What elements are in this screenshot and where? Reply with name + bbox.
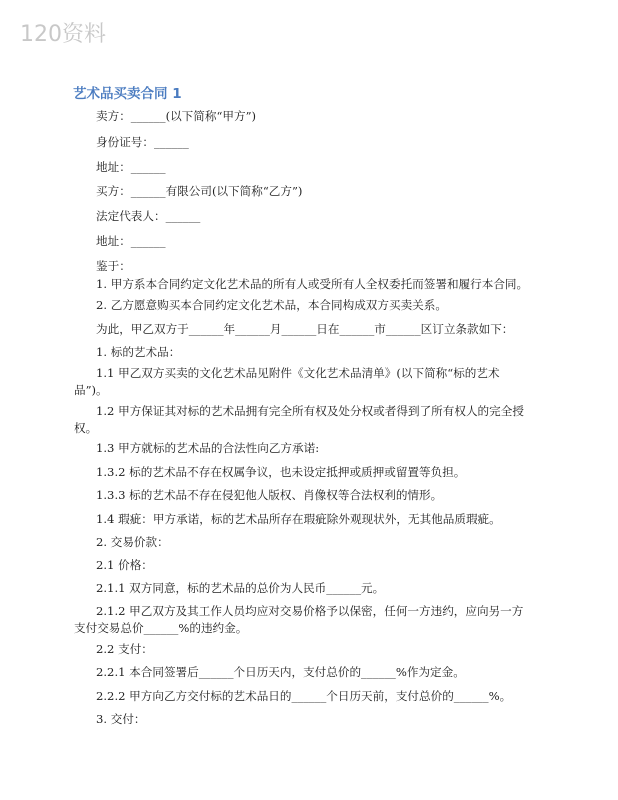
seller-id-line: 身份证号：______ [96, 135, 189, 149]
clause-2-2-2: 2.2.2 甲方向乙方交付标的艺术品日的______个日历天前，支付总价的______%。 [96, 689, 512, 703]
clause-1-1 [74, 365, 548, 399]
whereas-item-2: 2. 乙方愿意购买本合同约定文化艺术品，本合同构成双方买卖关系。 [96, 298, 447, 312]
clause-2-1-2 [74, 603, 548, 637]
clause-1-3-2: 1.3.2 标的艺术品不存在权属争议，也未设定抵押或质押或留置等负担。 [96, 465, 466, 479]
section-1-heading: 1. 标的艺术品： [96, 345, 181, 359]
seller-address-line: 地址：______ [96, 160, 166, 174]
section-3-heading: 3. 交付： [96, 712, 146, 726]
clause-1-2 [74, 403, 548, 437]
clause-2-1-2-line-2: 支付交易总价______%的违约金。 [74, 621, 248, 635]
clause-1-4: 1.4 瑕疵：甲方承诺，标的艺术品所存在瑕疵除外观现状外，无其他品质瑕疵。 [96, 512, 501, 526]
clause-2-1-2-line-1: 2.1.2 甲乙双方及其工作人员均应对交易价格予以保密，任何一方违约，应向另一方 [96, 604, 524, 618]
clause-1-1-line-2: 品”)。 [74, 383, 108, 397]
section-2-heading: 2. 交易价款： [96, 535, 169, 549]
clause-2-2-1: 2.2.1 本合同签署后______个日历天内，支付总价的______%作为定金。 [96, 665, 465, 679]
agreement-intro: 为此，甲乙双方于______年______月______日在______市______区订立条款如下： [96, 322, 514, 336]
clause-1-3-3: 1.3.3 标的艺术品不存在侵犯他人版权、肖像权等合法权利的情形。 [96, 488, 443, 502]
clause-1-3: 1.3 甲方就标的艺术品的合法性向乙方承诺: [96, 441, 320, 455]
document-title: 艺术品买卖合同 1 [73, 86, 182, 102]
clause-2-1: 2.1 价格： [96, 558, 153, 572]
seller-line: 卖方：______(以下简称“甲方”) [96, 109, 257, 123]
clause-1-1-line-1: 1.1 甲乙双方买卖的文化艺术品见附件《文化艺术品清单》(以下简称“标的艺术 [96, 366, 500, 380]
whereas-heading: 鉴于： [96, 259, 131, 273]
buyer-address-line: 地址：______ [96, 234, 166, 248]
clause-1-2-line-1: 1.2 甲方保证其对标的艺术品拥有完全所有权及处分权或者得到了所有权人的完全授 [96, 404, 524, 418]
buyer-line: 买方：______有限公司(以下简称“乙方”) [96, 184, 303, 198]
clause-2-2: 2.2 支付： [96, 642, 153, 656]
legal-rep-line: 法定代表人：______ [96, 209, 201, 223]
whereas-item-1: 1. 甲方系本合同约定文化艺术品的所有人或受所有人全权委托而签署和履行本合同。 [96, 277, 529, 291]
watermark: 120资料 [20, 22, 106, 47]
clause-2-1-1: 2.1.1 双方同意，标的艺术品的总价为人民币______元。 [96, 581, 385, 595]
clause-1-2-line-2: 权。 [74, 421, 98, 435]
